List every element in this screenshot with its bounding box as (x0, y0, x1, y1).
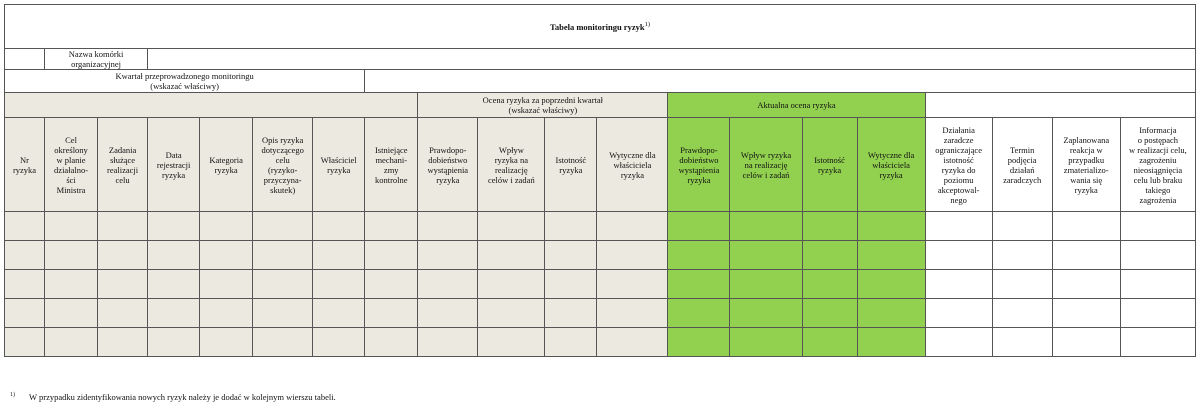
table-cell[interactable] (253, 299, 313, 328)
column-header-text: Wytyczne dla właściciela ryzyka (867, 149, 915, 180)
column-header-text: Właściciel ryzyka (320, 154, 357, 175)
table-cell[interactable] (365, 328, 418, 357)
column-header-text: Kategoria ryzyka (209, 154, 243, 175)
table-cell[interactable] (730, 328, 802, 357)
table-cell[interactable] (418, 270, 478, 299)
table-cell[interactable] (45, 212, 98, 241)
table-cell[interactable] (200, 299, 253, 328)
footnote-text: W przypadku zidentyfikowania nowych ryzyk należy je dodać w kolejnym wierszu tabeli. (29, 392, 336, 402)
table-cell[interactable] (478, 241, 545, 270)
table-cell[interactable] (148, 328, 200, 357)
risk-monitoring-table (4, 4, 1196, 357)
column-header (545, 118, 597, 212)
table-cell[interactable] (253, 241, 313, 270)
table-cell[interactable] (478, 328, 545, 357)
quarter-label (5, 70, 365, 93)
table-cell[interactable] (1052, 299, 1120, 328)
table-cell[interactable] (545, 270, 597, 299)
column-header-text: Termin podjęcia działań zaradczych (1003, 144, 1042, 185)
table-cell[interactable] (5, 212, 45, 241)
table-cell[interactable] (730, 270, 802, 299)
table-cell[interactable] (253, 212, 313, 241)
table-row (5, 241, 1196, 270)
column-header (313, 118, 365, 212)
table-cell[interactable] (45, 270, 98, 299)
table-cell[interactable] (148, 241, 200, 270)
column-header (478, 118, 545, 212)
column-header (730, 118, 802, 212)
footnote-mark: 1) (10, 392, 15, 399)
table-cell[interactable] (857, 299, 925, 328)
column-header-text: Zaplanowana reakcja w przypadku zmaterializo- wania się ryzyka (1063, 134, 1110, 195)
table-cell[interactable] (1120, 299, 1195, 328)
table-cell[interactable] (668, 328, 730, 357)
table-row (5, 212, 1196, 241)
column-header (5, 118, 45, 212)
table-cell[interactable] (1052, 270, 1120, 299)
table-cell[interactable] (478, 212, 545, 241)
table-cell[interactable] (802, 241, 857, 270)
table-cell[interactable] (802, 328, 857, 357)
column-header (668, 118, 730, 212)
column-header-text: Działania zaradcze ograniczające istotność ryzyka do poziomu akceptowal- nego (935, 124, 982, 205)
column-header-text: Wpływ ryzyka na realizację celów i zadań (740, 149, 792, 180)
table-cell[interactable] (98, 299, 148, 328)
table-cell[interactable] (313, 212, 365, 241)
column-header-text: Nr ryzyka (12, 154, 37, 175)
group-spacer (5, 93, 418, 118)
column-header (98, 118, 148, 212)
unit-spacer (5, 49, 45, 70)
table-cell[interactable] (478, 299, 545, 328)
table-cell[interactable] (5, 270, 45, 299)
table-cell[interactable] (313, 299, 365, 328)
group-current-assessment (668, 93, 925, 118)
table-cell[interactable] (1052, 328, 1120, 357)
table-title (5, 5, 1196, 49)
table-cell[interactable] (730, 241, 802, 270)
table-cell[interactable] (597, 299, 668, 328)
column-header-text: Wytyczne dla właściciela ryzyka (609, 149, 656, 180)
footnote (10, 392, 336, 402)
column-header-text: Cel określony w planie działalno- ści Ministra (54, 134, 89, 195)
table-cell[interactable] (418, 241, 478, 270)
table-cell[interactable] (418, 299, 478, 328)
table-cell[interactable] (418, 212, 478, 241)
table-title-text: Tabela monitoringu ryzyk (549, 21, 645, 32)
column-header (597, 118, 668, 212)
column-header (1052, 118, 1120, 212)
table-cell[interactable] (253, 328, 313, 357)
column-header-text: Data rejestracji ryzyka (156, 149, 191, 180)
table-cell[interactable] (1120, 270, 1195, 299)
table-cell[interactable] (365, 212, 418, 241)
table-cell[interactable] (545, 328, 597, 357)
table-cell[interactable] (925, 212, 992, 241)
table-cell[interactable] (1052, 241, 1120, 270)
table-cell[interactable] (478, 270, 545, 299)
column-header-text: Istniejące mechani- zmy kontrolne (374, 144, 408, 185)
table-cell[interactable] (992, 270, 1052, 299)
table-cell[interactable] (802, 212, 857, 241)
table-cell[interactable] (992, 212, 1052, 241)
table-cell[interactable] (992, 299, 1052, 328)
column-header-text: Informacja o postępach w realizacji celu, zagrożeniu nieosiągnięcia celu lub braku takiego zagrożenia (1128, 124, 1187, 205)
table-cell[interactable] (857, 212, 925, 241)
table-cell[interactable] (148, 299, 200, 328)
quarter-label-text: Kwartał przeprowadzonego monitoringu (wskazać właściwy) (115, 71, 254, 91)
unit-name-label-text: Nazwa komórki organizacyjnej (68, 49, 124, 69)
column-header-text: Opis ryzyka dotyczącego celu (ryzyko- przyczyna- skutek) (261, 134, 304, 195)
table-cell[interactable] (365, 270, 418, 299)
column-header (992, 118, 1052, 212)
table-cell[interactable] (730, 299, 802, 328)
table-row (5, 270, 1196, 299)
quarter-field[interactable] (365, 70, 1196, 93)
table-row (5, 328, 1196, 357)
table-cell[interactable] (668, 241, 730, 270)
column-header (365, 118, 418, 212)
table-cell[interactable] (545, 299, 597, 328)
table-cell[interactable] (365, 241, 418, 270)
table-cell[interactable] (200, 328, 253, 357)
table-cell[interactable] (802, 270, 857, 299)
column-header (253, 118, 313, 212)
table-cell[interactable] (802, 299, 857, 328)
table-cell[interactable] (925, 328, 992, 357)
group-empty-right (925, 93, 1195, 118)
table-cell[interactable] (148, 212, 200, 241)
column-header (925, 118, 992, 212)
table-cell[interactable] (200, 241, 253, 270)
table-cell[interactable] (5, 328, 45, 357)
table-cell[interactable] (857, 270, 925, 299)
column-header (802, 118, 857, 212)
table-cell[interactable] (98, 212, 148, 241)
table-cell[interactable] (597, 328, 668, 357)
column-header (45, 118, 98, 212)
column-header-text: Zadania służące realizacji celu (107, 144, 139, 185)
table-cell[interactable] (418, 328, 478, 357)
column-header (857, 118, 925, 212)
column-header (1120, 118, 1195, 212)
table-cell[interactable] (925, 299, 992, 328)
table-cell[interactable] (668, 299, 730, 328)
table-cell[interactable] (545, 212, 597, 241)
table-cell[interactable] (200, 270, 253, 299)
table-cell[interactable] (597, 212, 668, 241)
column-header (148, 118, 200, 212)
table-cell[interactable] (5, 299, 45, 328)
table-cell[interactable] (45, 328, 98, 357)
table-cell[interactable] (668, 212, 730, 241)
table-cell[interactable] (1052, 212, 1120, 241)
table-cell[interactable] (200, 212, 253, 241)
table-cell[interactable] (597, 241, 668, 270)
group-current-text: Aktualna ocena ryzyka (757, 100, 836, 110)
column-header-text: Istotność ryzyka (814, 154, 845, 175)
table-cell[interactable] (98, 270, 148, 299)
table-cell[interactable] (45, 241, 98, 270)
table-cell[interactable] (925, 241, 992, 270)
table-cell[interactable] (992, 328, 1052, 357)
table-cell[interactable] (313, 270, 365, 299)
table-cell[interactable] (1120, 241, 1195, 270)
table-row (5, 299, 1196, 328)
column-header-text: Istotność ryzyka (555, 154, 587, 175)
title-footnote-ref: 1) (644, 20, 651, 28)
column-header-text: Prawdopo- dobieństwo wystąpienia ryzyka (427, 144, 469, 185)
table-cell[interactable] (597, 270, 668, 299)
table-cell[interactable] (365, 299, 418, 328)
group-previous-assessment (418, 93, 668, 118)
column-header-text: Wpływ ryzyka na realizację celów i zadań (487, 144, 535, 185)
table-cell[interactable] (1120, 328, 1195, 357)
table-cell[interactable] (857, 241, 925, 270)
table-cell[interactable] (992, 241, 1052, 270)
table-cell[interactable] (925, 270, 992, 299)
unit-name-label (45, 49, 148, 70)
table-cell[interactable] (45, 299, 98, 328)
unit-name-field[interactable] (148, 49, 1196, 70)
table-cell[interactable] (5, 241, 45, 270)
table-cell[interactable] (857, 328, 925, 357)
table-cell[interactable] (1120, 212, 1195, 241)
group-previous-text: Ocena ryzyka za poprzedni kwartał (wskazać właściwy) (482, 95, 604, 115)
table-cell[interactable] (313, 328, 365, 357)
column-header (200, 118, 253, 212)
table-cell[interactable] (98, 241, 148, 270)
table-cell[interactable] (730, 212, 802, 241)
table-cell[interactable] (253, 270, 313, 299)
column-header (418, 118, 478, 212)
table-cell[interactable] (313, 241, 365, 270)
table-cell[interactable] (545, 241, 597, 270)
table-cell[interactable] (98, 328, 148, 357)
table-cell[interactable] (148, 270, 200, 299)
column-header-text: Prawdopo- dobieństwo wystąpienia ryzyka (678, 144, 720, 185)
table-cell[interactable] (668, 270, 730, 299)
